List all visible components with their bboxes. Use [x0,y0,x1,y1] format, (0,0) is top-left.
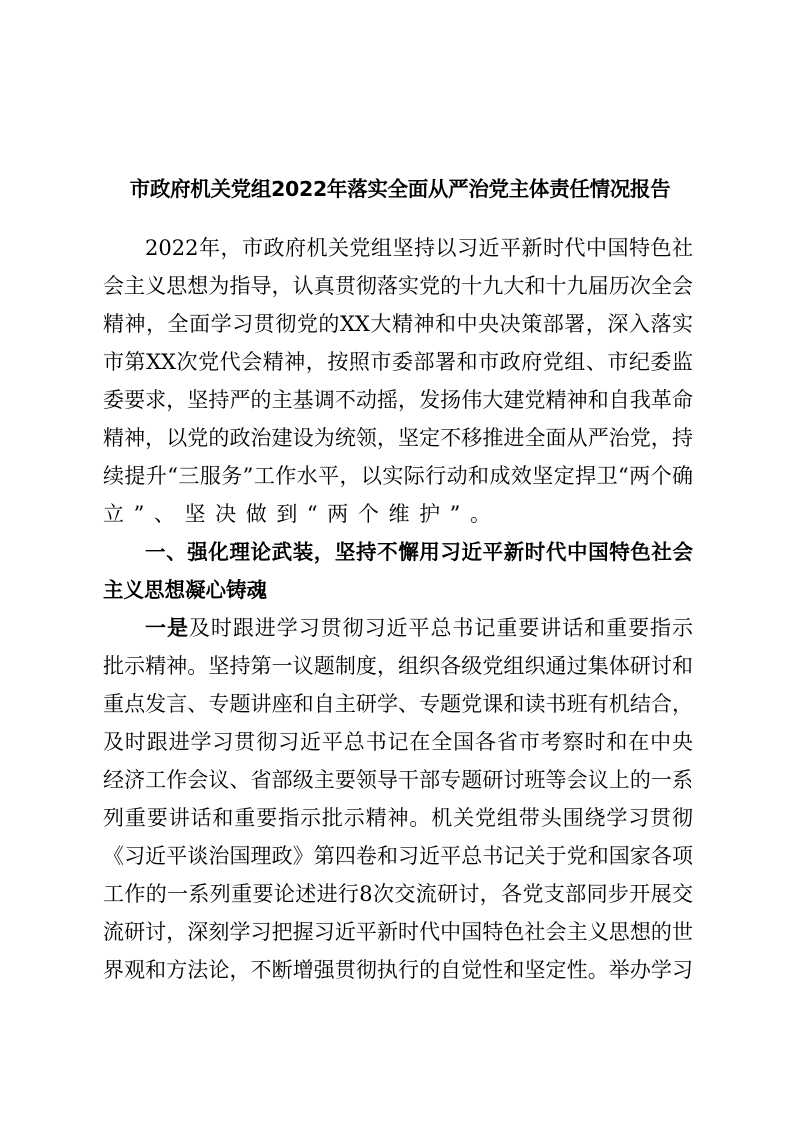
text-line: 重点发言、专题讲座和自主研学、专题党课和读书班有机结合， [103,692,693,716]
text-line: 续提升“三服务”工作水平，以实际行动和成效坚定捍卫“两个确 [103,464,693,488]
text-line: 列重要讲话和重要指示批示精神。机关党组带头围绕学习贯彻 [103,806,693,830]
text-line: 经济工作会议、省部级主要领导干部专题研讨班等会议上的一系 [103,768,693,792]
text-line: 精神，以党的政治建设为统领，坚定不移推进全面从严治党，持 [103,426,693,450]
text-line [145,609,693,647]
text-span: 及时跟进学习贯彻习近平总书记重要讲话和重要指示 [188,616,694,640]
text-line: 批示精神。坚持第一议题制度，组织各级党组织通过集体研讨和 [103,654,693,678]
text-line: 流研讨，深刻学习把握习近平新时代中国特色社会主义思想的世 [103,920,693,944]
text-line: 市第XX次党代会精神，按照市委部署和市政府党组、市纪委监 [103,350,693,374]
text-line: 工作的一系列重要论述进行8次交流研讨，各党支部同步开展交 [103,882,693,906]
text-line: 委要求，坚持严的主基调不动摇，发扬伟大建党精神和自我革命 [103,388,693,412]
text-line: 《习近平谈治国理政》第四卷和习近平总书记关于党和国家各项 [103,844,693,868]
text-line: 界观和方法论，不断增强贯彻执行的自觉性和坚定性。举办学习 [103,958,693,982]
paragraph-lead: 一是 [145,616,189,640]
text-line: 会主义思想为指导，认真贯彻落实党的十九大和十九届历次全会 [103,274,693,298]
text-line: 及时跟进学习贯彻习近平总书记在全国各省市考察时和在中央 [103,730,693,754]
heading-line: 一、强化理论武装，坚持不懈用习近平新时代中国特色社会 [145,540,693,564]
text-line: 2022年，市政府机关党组坚持以习近平新时代中国特色社 [145,236,693,260]
text-line: 精神，全面学习贯彻党的XX大精神和中央决策部署，深入落实 [103,312,693,336]
text-line: 立”、坚决做到“两个维护”。 [103,502,501,526]
document-title: 市政府机关党组2022年落实全面从严治党主体责任情况报告 [129,177,671,201]
heading-line: 主义思想凝心铸魂 [103,578,267,602]
